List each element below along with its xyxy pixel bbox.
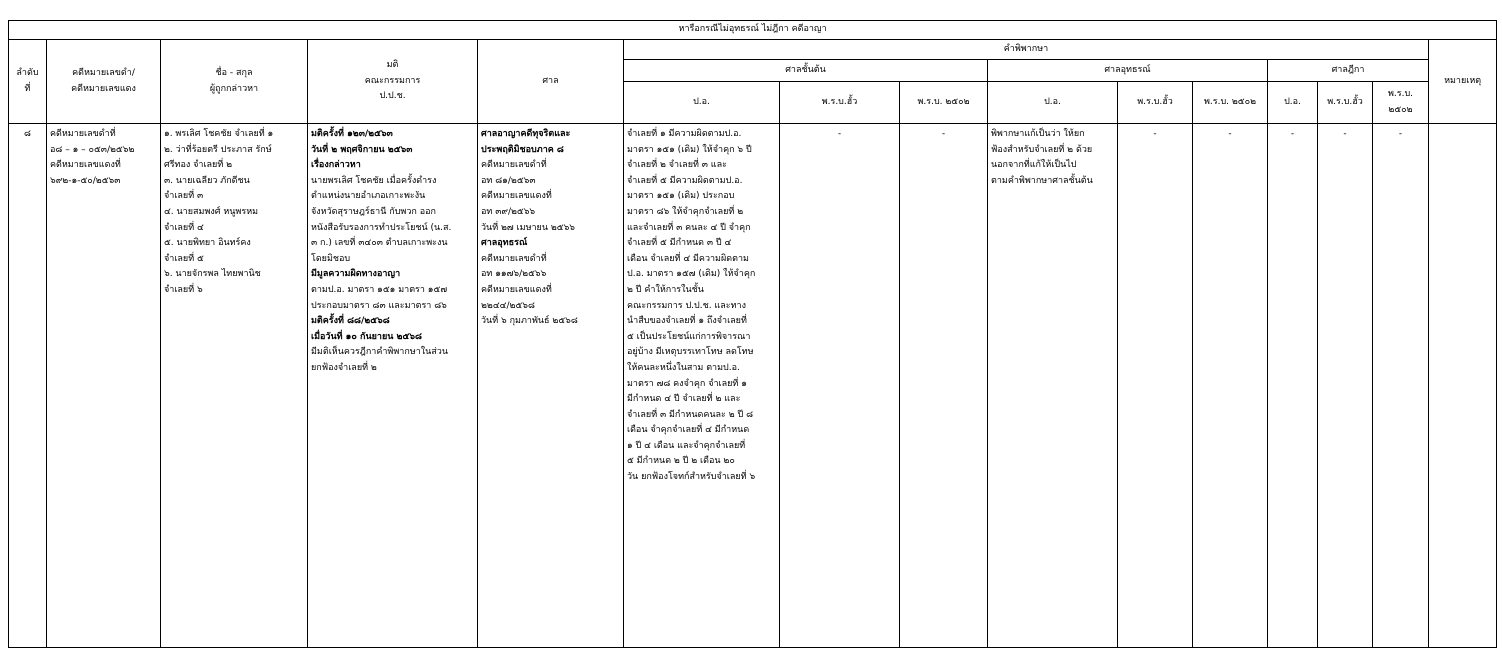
header-appeal-po: ป.อ. — [988, 82, 1118, 124]
cell-line: คดีหมายเลขแดงที่ — [50, 160, 121, 171]
cell-line: จังหวัดสุราษฎร์ธานี กับพวก ออก — [311, 206, 436, 217]
header-first-pr-old: พ.ร.บ.ฮั้ว — [780, 82, 900, 124]
cell-line: ฟ้องสำหรับจำเลยที่ ๒ ด้วย — [991, 144, 1093, 155]
cell-line: ๔. นายสมพงศ์ หนูพรหม — [164, 206, 259, 217]
header-appeal-court: ศาลอุทธรณ์ — [988, 60, 1268, 82]
cell-line: เดือน จำคุกจำเลยที่ ๔ มีกำหนด — [627, 425, 750, 436]
cell-line: ป.อ. มาตรา ๑๕๗ (เดิม) ให้จำคุก — [627, 269, 756, 280]
cell-line: ๖๙๒-๑-๕๐/๒๕๖๓ — [50, 175, 121, 186]
row-names — [161, 124, 308, 648]
cell-line: คดีหมายเลขดำที่ — [481, 253, 547, 264]
header-no: ลำดับ ที่ — [9, 40, 47, 124]
cell-heading: มติครั้งที่ ๘๘/๒๕๖๘ — [311, 316, 390, 327]
cell-line: ๒๒๔๔/๒๕๖๘ — [481, 300, 535, 311]
header-case-no: คดีหมายเลขดำ/ คดีหมายเลขแดง — [47, 40, 161, 124]
cell-line: ตามคำพิพากษาศาลชั้นต้น — [991, 175, 1093, 186]
cell-line: อท ๑๑๗๖/๒๕๖๖ — [481, 269, 547, 280]
table-row — [9, 124, 1497, 648]
header-court: ศาล — [478, 40, 624, 124]
row-supreme-po: - — [1268, 124, 1318, 648]
cell-line: ๕ เป็นประโยชน์แก่การพิจารณา — [627, 331, 751, 342]
header-judgment: คำพิพากษา — [624, 40, 1429, 60]
row-remark — [1429, 124, 1497, 648]
header-first-po: ป.อ. — [624, 82, 780, 124]
cell-line: คดีหมายเลขแดงที่ — [481, 284, 552, 295]
cell-line: ยกฟ้องจำเลยที่ ๒ — [311, 362, 377, 373]
cell-line: ตำแหน่งนายอำเภอเกาะพะงัน — [311, 191, 426, 202]
cell-line: ๕. นายพิทยา อินทร์คง — [164, 238, 251, 249]
header-supreme-pr-old: พ.ร.บ.ฮั้ว — [1318, 82, 1373, 124]
cell-line: และจำเลยที่ ๓ คนละ ๔ ปี จำคุก — [627, 222, 751, 233]
cell-line: ๓. นายเฉลียว ภักดีชน — [164, 175, 250, 186]
header-appeal-pr-2502: พ.ร.บ. ๒๕๐๒ — [1193, 82, 1268, 124]
row-supreme-pr-2502: - — [1373, 124, 1429, 648]
cell-line: ตามป.อ. มาตรา ๑๕๑ มาตรา ๑๕๗ — [311, 284, 448, 295]
cell-line: จำเลยที่ ๓ — [164, 191, 204, 202]
cell-line: คดีหมายเลขดำที่ — [50, 129, 116, 139]
row-appeal-pr-old: - — [1118, 124, 1193, 648]
table-title: หารือกรณีไม่อุทธรณ์ ไม่ฎีกา คดีอาญา — [9, 21, 1497, 40]
cell-line: อ๘ – ๑ – ๐๕๓/๒๕๖๒ — [50, 144, 135, 155]
cell-line: ๑ ปี ๔ เดือน และจำคุกจำเลยที่ — [627, 440, 746, 451]
row-resolution — [308, 124, 478, 648]
cell-line: มาตรา ๗๘ คงจำคุก จำเลยที่ ๑ — [627, 378, 747, 389]
header-name: ชื่อ - สกุล ผู้ถูกกล่าวหา — [161, 40, 308, 124]
cell-line: อท ๓๙/๒๕๖๖ — [481, 206, 536, 217]
cell-line: จำเลยที่ ๕ มีความผิดตามป.อ. — [627, 175, 743, 186]
header-supreme-po: ป.อ. — [1268, 82, 1318, 124]
cell-line: เดือน จำเลยที่ ๔ มีความผิดตาม — [627, 253, 749, 264]
header-resolution: มติ คณะกรรมการ ป.ป.ช. — [308, 40, 478, 124]
cell-line: นายพรเลิศ โชคชัย เมื่อครั้งดำรง — [311, 175, 437, 186]
cell-heading: ประพฤติมิชอบภาค ๘ — [481, 144, 564, 155]
header-supreme-court: ศาลฎีกา — [1268, 60, 1429, 82]
cell-line: ๒ ปี คำให้การในชั้น — [627, 284, 704, 295]
row-appeal-po — [988, 124, 1118, 648]
cell-line: จำเลยที่ ๖ — [164, 284, 203, 295]
cell-heading: เมื่อวันที่ ๑๐ กันยายน ๒๕๖๘ — [311, 331, 422, 342]
header-first-court: ศาลชั้นต้น — [624, 60, 988, 82]
cell-line: วันที่ ๖ กุมภาพันธ์ ๒๕๖๘ — [481, 316, 578, 327]
cell-line: นำสืบของจำเลยที่ ๑ ถึงจำเลยที่ — [627, 316, 747, 327]
cell-line: ๖. นายจักรพล ไทยพานิช — [164, 269, 261, 280]
cell-line: คดีหมายเลขแดงที่ — [481, 191, 552, 202]
cell-line: หนังสือรับรองการทำประโยชน์ (น.ส. — [311, 222, 452, 233]
row-first-po — [624, 124, 780, 648]
cell-heading: มติครั้งที่ ๑๒๓/๒๕๖๓ — [311, 129, 393, 139]
cell-line: นอกจากที่แก้ให้เป็นไป — [991, 160, 1077, 171]
header-supreme-pr-2502: พ.ร.บ. ๒๕๐๒ — [1373, 82, 1429, 124]
row-appeal-pr-2502: - — [1193, 124, 1268, 648]
cell-line: มีกำหนด ๔ ปี จำเลยที่ ๒ และ — [627, 394, 741, 405]
cell-heading: มีมูลความผิดทางอาญา — [311, 269, 401, 280]
cell-line: ๓ ก.) เลขที่ ๓๔๐๓ ตำบลเกาะพะงน — [311, 238, 448, 249]
row-supreme-pr-old: - — [1318, 124, 1373, 648]
cell-line: จำเลยที่ ๔ — [164, 222, 204, 233]
cell-line: ศรีทอง จำเลยที่ ๒ — [164, 160, 233, 171]
header-first-pr-2502: พ.ร.บ. ๒๕๐๒ — [900, 82, 988, 124]
cell-line: จำเลยที่ ๒ จำเลยที่ ๓ และ — [627, 160, 727, 171]
row-first-pr-2502: - — [900, 124, 988, 648]
cell-heading: ศาลอุทธรณ์ — [481, 238, 528, 249]
header-appeal-pr-old: พ.ร.บ.ฮั้ว — [1118, 82, 1193, 124]
cell-line: โดยมิชอบ — [311, 253, 351, 264]
row-case-no — [47, 124, 161, 648]
cell-line: ให้คนละหนึ่งในสาม ตามป.อ. — [627, 362, 740, 373]
cell-line: มาตรา ๑๕๑ (เดิม) ให้จำคุก ๖ ปี — [627, 144, 752, 155]
cell-line: วัน ยกฟ้องโจทก์สำหรับจำเลยที่ ๖ — [627, 472, 756, 483]
cell-line: วันที่ ๒๗ เมษายน ๒๕๖๖ — [481, 222, 576, 233]
cell-line: ๒. ว่าที่ร้อยตรี ประภาส รักษ์ — [164, 144, 272, 155]
row-court — [478, 124, 624, 648]
cell-line: มาตรา ๘๖ ให้จำคุกจำเลยที่ ๒ — [627, 206, 744, 217]
cell-line: อยู่บ้าง มีเหตุบรรเทาโทษ ลดโทษ — [627, 347, 754, 358]
cell-line: จำเลยที่ ๓ มีกำหนดคนละ ๒ ปี ๘ — [627, 409, 754, 420]
cell-line: ประกอบมาตรา ๘๓ และมาตรา ๘๖ — [311, 300, 447, 311]
row-first-pr-old: - — [780, 124, 900, 648]
cell-heading: วันที่ ๒ พฤศจิกายน ๒๕๖๓ — [311, 144, 413, 155]
cell-line: จำเลยที่ ๑ มีความผิดตามป.อ. — [627, 129, 742, 139]
header-remark: หมายเหตุ — [1429, 40, 1497, 124]
cell-heading: เรื่องกล่าวหา — [311, 160, 361, 171]
cell-line: มีมติเห็นควรฎีกาคำพิพากษาในส่วน — [311, 347, 448, 358]
cell-line: คดีหมายเลขดำที่ — [481, 160, 547, 171]
cell-line: คณะกรรมการ ป.ป.ช. และทาง — [627, 300, 746, 311]
cell-heading: ศาลอาญาคดีทุจริตและ — [481, 129, 571, 139]
case-table — [8, 20, 1497, 648]
row-number: ๘ — [9, 124, 47, 648]
cell-line: มาตรา ๑๕๑ (เดิม) ประกอบ — [627, 191, 735, 202]
cell-line: จำเลยที่ ๕ มีกำหนด ๓ ปี ๔ — [627, 238, 732, 249]
cell-line: จำเลยที่ ๕ — [164, 253, 204, 264]
cell-line: อท ๘๑/๒๕๖๓ — [481, 175, 536, 186]
cell-line: ๑. พรเลิศ โชคชัย จำเลยที่ ๑ — [164, 129, 274, 139]
cell-line: ๕ มีกำหนด ๒ ปี ๒ เดือน ๒๐ — [627, 456, 735, 467]
cell-line: พิพากษาแก้เป็นว่า ให้ยก — [991, 129, 1085, 139]
